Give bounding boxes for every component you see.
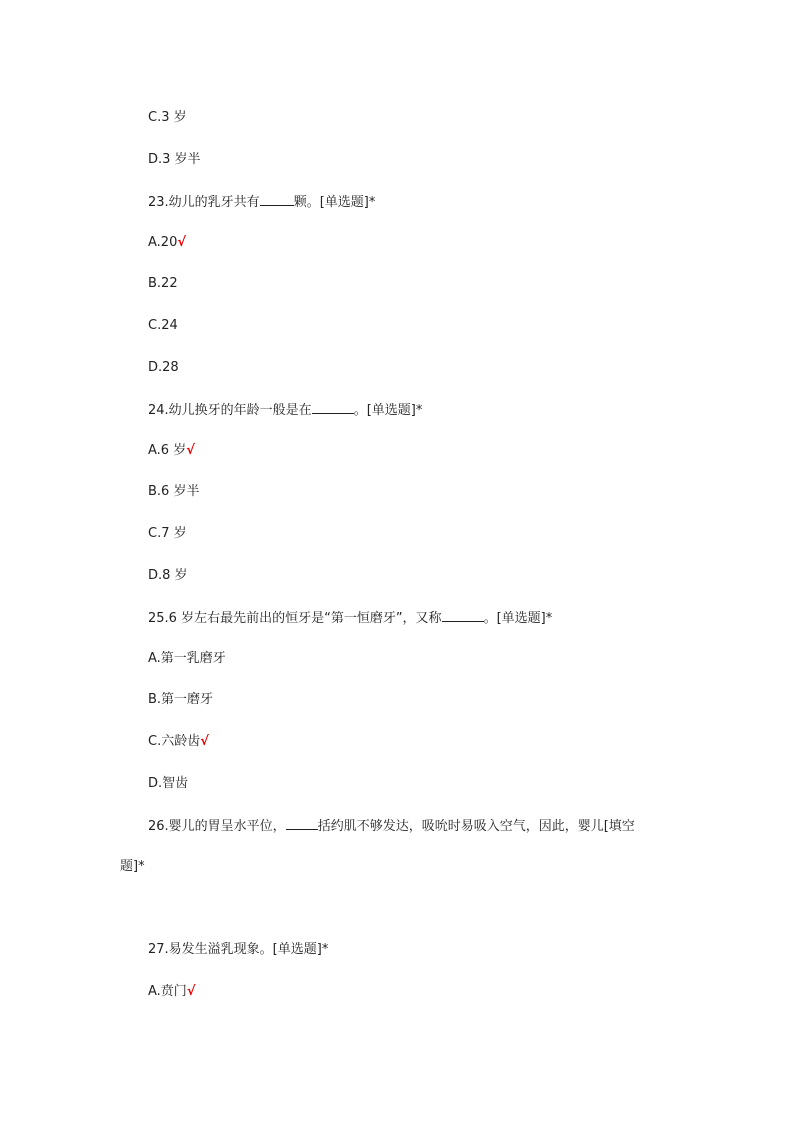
option-d — [148, 567, 188, 585]
option-a — [148, 442, 195, 460]
option-b — [148, 483, 199, 501]
option-c — [148, 733, 209, 751]
fill-blank — [286, 816, 318, 830]
option-a — [148, 234, 186, 252]
option-text: B.6 岁半 — [148, 484, 200, 499]
option-c — [148, 317, 178, 335]
question-27 — [148, 941, 328, 959]
question-text: 颗。[单选题]* — [293, 195, 376, 210]
option-text: B.22 — [148, 276, 178, 291]
option-b — [148, 275, 178, 293]
option-text: D.28 — [148, 360, 179, 375]
option-text: B.第一磨牙 — [148, 692, 214, 707]
option-text: C.六龄齿 — [148, 734, 201, 749]
option-c — [148, 525, 187, 543]
option-text: A.6 岁 — [148, 443, 187, 458]
option-text: D.3 岁半 — [148, 152, 201, 167]
option-text: C.3 岁 — [148, 110, 187, 125]
question-text: 27.易发生溢乳现象。[单选题]* — [148, 942, 329, 957]
question-text: 24.幼儿换牙的年龄一般是在 — [148, 403, 312, 418]
option-text: D.智齿 — [148, 776, 189, 791]
correct-check-icon: √ — [200, 734, 209, 749]
correct-check-icon: √ — [186, 984, 196, 999]
option-a — [148, 983, 195, 1001]
question-25 — [148, 608, 552, 628]
question-text: 括约肌不够发达，吸吮时易吸入空气，因此，婴儿[填空 — [317, 819, 635, 834]
question-26-continuation — [120, 858, 145, 876]
question-text: 26.婴儿的胃呈水平位， — [148, 819, 286, 834]
option-text: A.20 — [148, 235, 178, 250]
option-c — [148, 109, 187, 127]
option-d — [148, 359, 179, 377]
fill-blank — [312, 400, 354, 414]
question-text: 23.幼儿的乳牙共有 — [148, 195, 260, 210]
question-26 — [148, 816, 635, 836]
question-text: 。[单选题]* — [353, 403, 423, 418]
question-text: 题]* — [120, 859, 145, 874]
option-text: C.24 — [148, 318, 178, 333]
fill-blank — [260, 192, 294, 206]
question-23 — [148, 192, 375, 212]
option-text: A.贲门 — [148, 984, 187, 999]
option-b — [148, 691, 213, 709]
question-text: 。[单选题]* — [483, 611, 553, 626]
correct-check-icon: √ — [186, 443, 195, 458]
question-24 — [148, 400, 422, 420]
correct-check-icon: √ — [177, 235, 187, 250]
option-text: A.第一乳磨牙 — [148, 651, 226, 666]
option-d — [148, 151, 201, 169]
question-text: 25.6 岁左右最先前出的恒牙是“第一恒磨牙”，又称 — [148, 611, 442, 626]
option-d — [148, 775, 188, 793]
fill-blank — [442, 608, 484, 622]
option-text: D.8 岁 — [148, 568, 188, 583]
option-a — [148, 650, 226, 668]
option-text: C.7 岁 — [148, 526, 187, 541]
